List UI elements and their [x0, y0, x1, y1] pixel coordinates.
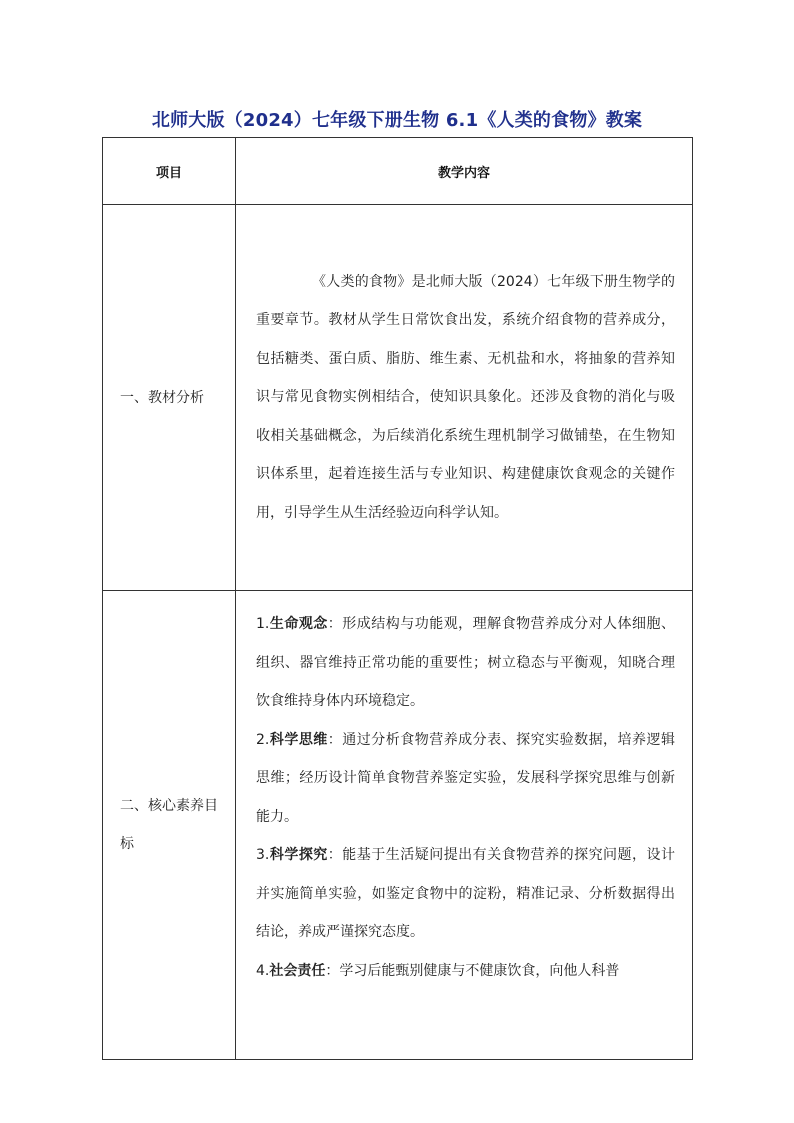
row-label-textbook-analysis: 一、教材分析 [103, 205, 236, 591]
goal-item [256, 605, 675, 721]
document-title: 北师大版（2024）七年级下册生物 6.1《人类的食物》教案 [151, 110, 643, 131]
goal-heading: 社会责任 [269, 962, 326, 979]
goal-number: 3. [256, 847, 270, 863]
table-header-row [103, 138, 693, 205]
core-literacy-goals-content [236, 591, 693, 1060]
goal-item [256, 836, 675, 952]
goal-text: ：能基于生活疑问提出有关食物营养的探究问题，设计并实施简单实验，如鉴定食物中的淀粉，精准记录、分析数据得出结论，养成严谨探究态度。 [256, 847, 676, 940]
lesson-plan-table [102, 137, 693, 1060]
goal-text: ：形成结构与功能观，理解食物营养成分对人体细胞、组织、器官维持正常功能的重要性；树立稳态与平衡观，知晓合理饮食维持身体内环境稳定。 [256, 616, 676, 709]
goal-heading: 科学探究 [269, 847, 328, 863]
goal-number: 2. [256, 731, 270, 748]
textbook-analysis-paragraph: 《人类的食物》是北师大版（2024）七年级下册生物学的重要章节。教材从学生日常饮食出发，系统介绍食物的营养成分，包括糖类、蛋白质、脂肪、维生素、无机盐和水，将抽象的营养知识与常见食物实例相结合，使知识具象化。还涉及食物的消化与吸收相关基础概念，为后续消化系统生理机制学习做铺垫，在生物知识体系里，起着连接生活与专业知识、构建健康饮食观念的关键作用，引导学生从生活经验迈向科学认知。 [256, 273, 675, 521]
goal-number: 1. [256, 616, 270, 632]
goal-item [256, 952, 675, 991]
table-row [103, 591, 693, 1060]
header-item: 项目 [103, 138, 236, 205]
row-label-core-literacy-goals: 二、核心素养目标 [103, 591, 236, 1060]
goal-item [256, 721, 675, 837]
goal-heading: 科学思维 [269, 731, 328, 748]
table-row [103, 205, 693, 591]
header-content: 教学内容 [236, 138, 693, 205]
goal-number: 4. [256, 962, 270, 979]
goal-text: ：学习后能甄别健康与不健康饮食，向他人科普 [325, 962, 620, 979]
goal-text: ：通过分析食物营养成分表、探究实验数据，培养逻辑思维；经历设计简单食物营养鉴定实验，发展科学探究思维与创新能力。 [256, 731, 676, 825]
goal-heading: 生命观念 [269, 616, 328, 632]
textbook-analysis-content [236, 205, 693, 591]
